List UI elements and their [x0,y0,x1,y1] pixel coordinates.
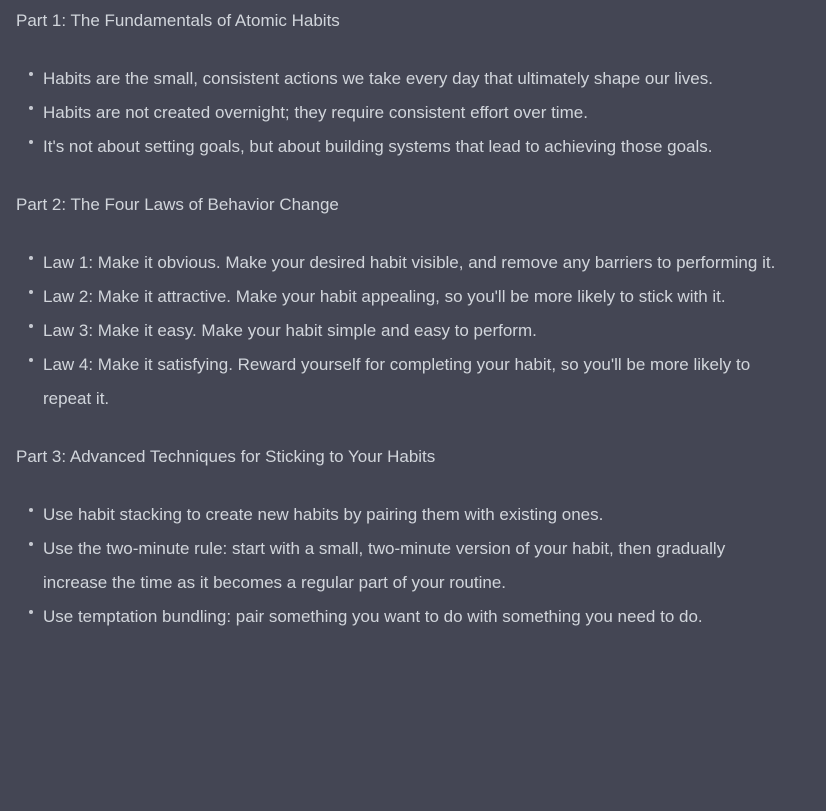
list-item: Use temptation bundling: pair something you want to do with something you need to do. [43,600,792,634]
section-part-3 [16,440,792,634]
bullet-list [16,498,792,634]
list-item: Habits are not created overnight; they require consistent effort over time. [43,96,792,130]
list-item: It's not about setting goals, but about building systems that lead to achieving those goals. [43,130,792,164]
section-heading: Part 3: Advanced Techniques for Sticking to Your Habits [16,447,436,466]
section-heading: Part 2: The Four Laws of Behavior Change [16,195,339,214]
list-item: Law 4: Make it satisfying. Reward yourself for completing your habit, so you'll be more likely to repeat it. [43,348,792,416]
section-heading: Part 1: The Fundamentals of Atomic Habits [16,11,340,30]
bullet-list [16,62,792,164]
list-item: Habits are the small, consistent actions we take every day that ultimately shape our lives. [43,62,792,96]
list-item: Use the two-minute rule: start with a small, two-minute version of your habit, then gradually increase the time as it becomes a regular part of your routine. [43,532,792,600]
section-part-2 [16,188,792,416]
list-item: Law 2: Make it attractive. Make your habit appealing, so you'll be more likely to stick with it. [43,280,792,314]
list-item: Law 3: Make it easy. Make your habit simple and easy to perform. [43,314,792,348]
section-part-1 [16,4,792,164]
list-item: Law 1: Make it obvious. Make your desired habit visible, and remove any barriers to performing it. [43,246,792,280]
list-item: Use habit stacking to create new habits by pairing them with existing ones. [43,498,792,532]
bullet-list [16,246,792,416]
